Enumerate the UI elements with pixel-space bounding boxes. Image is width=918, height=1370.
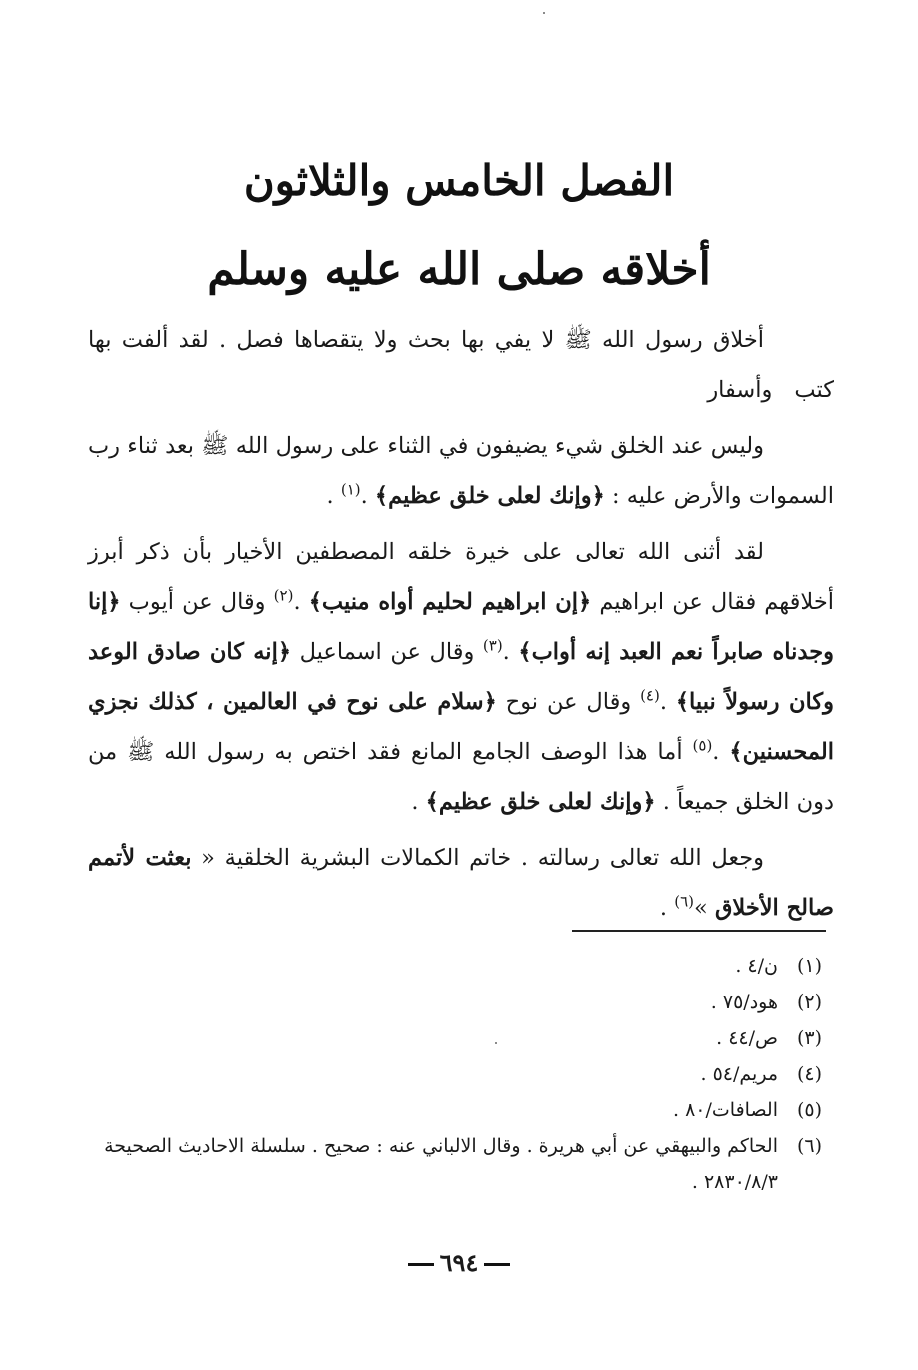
text-run: وقال عن نوح <box>496 689 641 715</box>
scan-speck <box>495 1042 497 1044</box>
text-run: . <box>293 589 309 615</box>
text-run: . <box>712 739 730 765</box>
footnote-ref: (٥) <box>692 736 713 755</box>
footnote-text: ن/٤ . <box>735 955 778 977</box>
text-run: وأسفار <box>707 377 773 403</box>
page-number-dash <box>408 1263 434 1266</box>
footnote-text: الصافات/٨٠ . <box>672 1099 778 1121</box>
quran-quote: ﴿وإنك لعلى خلق عظيم﴾ <box>374 483 605 509</box>
footnote-text: ص/٤٤ . <box>716 1027 778 1049</box>
footnote <box>80 1056 840 1092</box>
footnote-number: (٦) <box>796 1135 822 1157</box>
footnote-ref: (١) <box>340 480 361 499</box>
footnote <box>80 984 840 1020</box>
text-run: . <box>659 895 675 921</box>
text-run: وليس عند الخلق شيء يضيفون في الثناء على رسول الله ﷺ بعد ثناء رب السموات والأرض عليه : <box>88 433 834 509</box>
chapter-title: الفصل الخامس والثلاثون <box>243 156 675 205</box>
text-run: أما هذا الوصف الجامع المانع فقد اختص به رسول الله ﷺ من دون الخلق جميعاً . <box>88 739 834 815</box>
quran-quote: ﴿سلام على نوح في العالمين ، كذلك نجزي المحسنين﴾ <box>88 689 834 765</box>
text-run: لقد أثنى الله تعالى على خيرة خلقه المصطفين الأخيار بأن ذكر أبرز أخلاقهم فقال عن ابراهيم <box>88 539 834 615</box>
paragraph <box>88 315 834 415</box>
text-run: . <box>360 483 375 509</box>
footnote-ref: (٤) <box>640 686 660 705</box>
footnote <box>80 1092 840 1128</box>
footnote-ref: (٦) <box>674 892 695 911</box>
section-title: أخلاقه صلى الله عليه وسلم <box>207 244 711 295</box>
quran-quote: ﴿وإنك لعلى خلق عظيم﴾ <box>425 789 656 815</box>
quran-quote: ﴿إنا وجدناه صابراً نعم العبد إنه أواب﴾ <box>88 589 834 665</box>
footnote-text: مريم/٥٤ . <box>700 1063 778 1085</box>
footnote-ref: (٢) <box>273 586 294 605</box>
footnote-number: (٣) <box>796 1027 822 1049</box>
footnote-text: الحاكم والبيهقي عن أبي هريرة . وقال الالباني عنه : صحيح . سلسلة الاحاديث الصحيحة ٢٨٣٠/٨/٣ . <box>104 1135 778 1193</box>
page-number <box>0 1248 918 1277</box>
footnote <box>80 1020 840 1056</box>
text-run: وقال عن أيوب <box>120 589 274 615</box>
footnote-number: (١) <box>796 955 822 977</box>
quran-quote: ﴿إنه كان صادق الوعد وكان رسولاً نبيا﴾ <box>88 639 834 715</box>
text-run: . <box>659 689 676 715</box>
quran-quote: ﴿إن ابراهيم لحليم أواه منيب﴾ <box>308 589 592 615</box>
footnote <box>80 1128 840 1200</box>
paragraph <box>88 421 834 521</box>
footnote-number: (٥) <box>796 1099 822 1121</box>
footnote <box>80 948 840 984</box>
quran-quote: بعثت لأتمم صالح الأخلاق <box>88 845 834 921</box>
page-number-dash <box>484 1263 510 1266</box>
text-run: وقال عن اسماعيل <box>291 639 483 665</box>
footnote-separator <box>572 930 826 932</box>
text-run: . <box>411 789 426 815</box>
paragraph <box>88 527 834 827</box>
text-run: » <box>694 895 715 921</box>
footnotes <box>80 948 840 1200</box>
footnote-number: (٢) <box>796 991 822 1013</box>
text-run: وجعل الله تعالى رسالته . خاتم الكمالات البشرية الخلقية « <box>191 845 764 871</box>
paragraph <box>88 833 834 933</box>
text-run: . <box>326 483 341 509</box>
scan-speck <box>543 12 545 14</box>
footnote-number: (٤) <box>796 1063 822 1085</box>
text-run: . <box>502 639 519 665</box>
footnote-ref: (٣) <box>482 636 503 655</box>
text-run: أخلاق رسول الله ﷺ لا يفي بها بحث ولا يتقصاها فصل . لقد ألفت بها كتب <box>88 327 834 403</box>
page-number-value: ٦٩٤ <box>439 1248 479 1277</box>
body-text <box>88 315 834 939</box>
footnote-text: هود/٧٥ . <box>710 991 778 1013</box>
